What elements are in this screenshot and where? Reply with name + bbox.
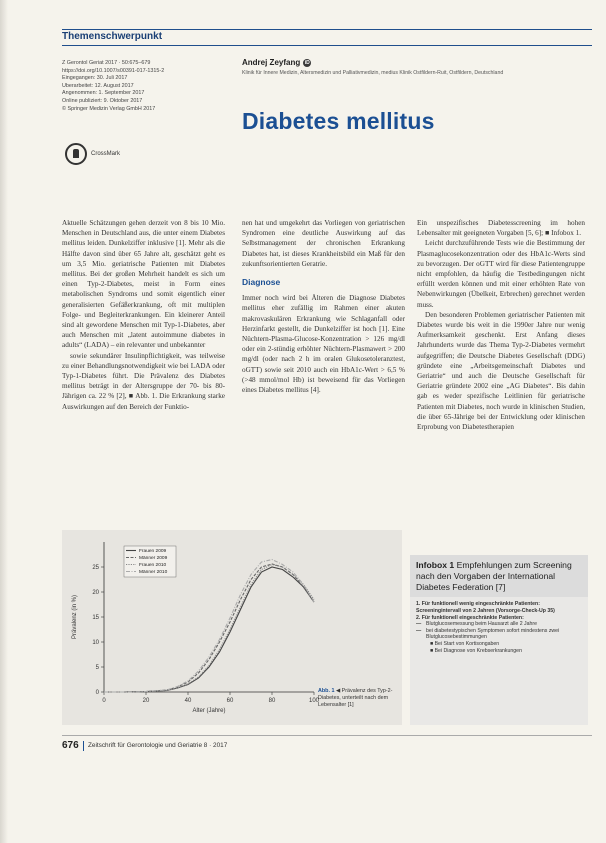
x-tick-label: 60: [226, 698, 234, 704]
legend-label: Männer 2009: [139, 556, 168, 561]
body-column-2: [242, 218, 405, 518]
paragraph: Immer noch wird bei Älteren die Diagnose Diabetes mellitus eher zufällig im Rahmen einer akuten makrovaskulären Erkrankung wie Schlaganfall oder Herzinfarkt gestellt, die Dunkelziffer ist hoch [1]. Eine Nüchtern-Plasma-Glucose-Konzentration > 126 mg/dl oder ein 2-stündig erhöhter Nüchtern-Plasmawert > 200 mg/dl (oder nach 2 h im oralen Glukosetoleranztest, oGTT) sowie seit 2010 auch ein HbA1c-Wert > 6,5 % (>48 mmol/mol Hb) ist beweisend für das Vorliegen eines Diabetes mellitus [4].: [242, 294, 405, 395]
meta-received: Eingegangen: 30. Juli 2017: [62, 75, 128, 82]
body-column-3: [417, 218, 585, 554]
infobox-item-text: bei diabetestypischen Symptomen sofort mindestens zwei Blutglucosebestimmungen: [426, 627, 560, 641]
meta-copyright: © Springer Medizin Verlag GmbH 2017: [62, 105, 156, 112]
author-affiliation: Klinik für Innere Medizin, Altersmedizin und Palliativmedizin, medius Klinik Ostfildern-Ruit, Ostfildern, Deutschland: [242, 70, 504, 76]
infobox-body: [410, 597, 588, 658]
infobox-item: 2. Für funktionell eingeschränkte Patienten:: [416, 614, 524, 621]
infobox-item: ■ Bei Start von Kortisongaben: [430, 640, 500, 647]
y-tick-label: 15: [92, 615, 99, 621]
infobox-item-text: Blutglucosemessung beim Hausarzt alle 2 Jahre: [426, 621, 538, 628]
figure-1: [62, 530, 402, 725]
paragraph: Ein unspezifisches Diabetesscreening im hohen Lebensalter mit geeigneten Vorgaben [5, 6]; ■ Infobox 1.: [417, 219, 585, 238]
legend-label: Männer 2010: [139, 570, 168, 575]
x-axis-label: Alter (Jahre): [192, 708, 226, 714]
x-tick-label: 40: [184, 698, 192, 704]
infobox-item: [416, 621, 582, 628]
y-tick-label: 5: [95, 665, 99, 671]
infobox-1: [410, 555, 588, 725]
infobox-item-text: Bei Diagnose von Krebserkrankungen: [434, 647, 522, 654]
series-line-1: [104, 567, 314, 692]
infobox-title: Empfehlungen zum Screening nach den Vorgaben der International Diabetes Federation [7]: [416, 560, 572, 592]
meta-revised: Überarbeitet: 12. August 2017: [62, 82, 134, 89]
y-tick-label: 10: [92, 640, 99, 646]
page-edge-shadow: [0, 0, 8, 843]
author-name: [242, 58, 311, 67]
footer-rule: [62, 735, 592, 736]
paragraph: sowie sekundärer Insulinpflichtigkeit, was teilweise zu einer Behandlungsnotwendigkeit wie bei LADA oder Typ-1-Diabetes führt. Die Prävalenz des Diabetes mellitus beträgt in der Altersgruppe der 70- bis 80-Jährigen ca. 22 % [2], ■ Abb. 1. Die Erkrankung starke Auswirkungen auf den Bereich der Funktio-: [62, 351, 225, 411]
crossmark-icon: [65, 143, 87, 165]
section-heading-diagnose: Diagnose: [242, 277, 281, 288]
infobox-header: [410, 555, 588, 597]
dash-icon: —: [416, 621, 422, 628]
meta-doi[interactable]: https://doi.org/10.1007/s00391-017-1315-2: [62, 67, 165, 74]
meta-published: Online publiziert: 9. Oktober 2017: [62, 97, 143, 104]
series-line-3: [104, 565, 314, 693]
author-text: Andrej Zeyfang: [242, 58, 301, 67]
infobox-label: Infobox 1: [416, 560, 455, 570]
infobox-item: ■ Bei Diagnose von Krebserkrankungen: [430, 647, 522, 654]
meta-accepted: Angenommen: 1. September 2017: [62, 90, 145, 97]
x-tick-label: 0: [102, 698, 106, 704]
series-line-2: [104, 564, 314, 692]
figure-label: Abb. 1: [318, 688, 335, 694]
body-column-1: [62, 218, 225, 530]
chart-lines: [104, 560, 314, 693]
y-tick-label: 0: [95, 690, 99, 696]
article-meta: [62, 60, 232, 113]
y-tick-label: 25: [92, 565, 99, 571]
orcid-icon[interactable]: iD: [304, 59, 310, 66]
chart-legend: [124, 546, 176, 577]
header-rule: [62, 29, 592, 30]
page-number: 676: [62, 740, 79, 751]
figure-caption-text: ◀ Prävalenz des Typ-2-Diabetes, unterteilt nach dem Lebensalter [1]: [318, 688, 393, 709]
legend-label: Frauen 2009: [139, 549, 167, 554]
y-tick-label: 20: [92, 590, 99, 596]
legend-label: Frauen 2010: [139, 563, 167, 568]
section-tag: Themenschwerpunkt: [62, 31, 163, 42]
infobox-item: 1. Für funktionell wenig eingeschränkte Patienten: Screeningintervall von 2 Jahren (Vorsorge-Check-Up 35): [416, 601, 555, 614]
y-axis-label: Prävalenz (in %): [72, 594, 78, 640]
infobox-item: [416, 628, 582, 641]
crossmark-badge[interactable]: [65, 143, 120, 165]
section-rule: [62, 45, 592, 46]
journal-name: Zeitschrift für Gerontologie und Geriatrie 8 · 2017: [88, 742, 228, 749]
x-tick-label: 20: [142, 698, 150, 704]
x-tick-label: 80: [268, 698, 276, 704]
paragraph: Den besonderen Problemen geriatrischer Patienten mit Diabetes wurde bis weit in die 1990er Jahre nur wenig Aufmerksamkeit geschenkt. Erst Anfang dieses Jahrhunderts wurde das Thema Typ-2-Diabetes vermehrt aufgegriffen; die Deutsche Diabetes Gesellschaft (DDG) gründete eine „Arbeitsgemeinschaft Diabetes und Geriatrie“ und auch die Deutsche Gesellschaft für Geriatrie gründete 2002 eine „AG Diabetes“. Bis dahin gab es weder spezifische Leitlinien für geriatrische Patienten mit Diabetes, noch wurde in klinischen Studien, die über 65-Jährige bei der Entwicklung oder klinischen Erprobung von Diabetestherapien: [417, 310, 585, 432]
dash-icon: —: [416, 627, 422, 634]
paragraph: Aktuelle Schätzungen gehen derzeit von 8 bis 10 Mio. Menschen in Deutschland aus, die unter einem Diabetes mellitus leiden. Dunkelziffer inklusive [1]. Mehr als die Hälfte davon sind über 65 Jahre alt, geschätzt geht es um 3,5 Mio. geriatrische Patienten mit Diabetes mellitus. Bei der großen Mehrheit handelt es sich um einen Typ-2-Diabetes, meist in Form eines metabolischen Syndroms und somit eigentlich einer generalisierten Gefäßerkrankung, oft mit multiplen Folge- und Begleiterkrankungen. Ein kleinerer Anteil sind alt gewordene Menschen mit Typ-1-Diabetes, aber auch Menschen mit „latent autoimmune diabetes in adults“ (LADA) – ein relevanter und unbekannter: [62, 219, 225, 350]
footer-separator: [83, 741, 84, 751]
x-tick-label: 100: [308, 698, 320, 704]
infobox-item-text: Bei Start von Kortisongaben: [434, 640, 500, 647]
article-title: Diabetes mellitus: [242, 108, 435, 134]
figure-caption: [318, 688, 400, 710]
crossmark-label: CrossMark: [91, 151, 121, 157]
series-line-4: [104, 560, 314, 693]
meta-citation: Z Gerontol Geriat 2017 · 50:675–679: [62, 60, 151, 66]
paragraph: nen hat und umgekehrt das Vorliegen von geriatrischen Syndromen eine deutliche Auswirkung auf das Selbstmanagement der chronischen Erkrankung Diabetes hat, ist dieses Krankheitsbild ein Maß für den zukunftsorientierten Geratrie.: [242, 219, 405, 268]
paragraph: Leicht durchzuführende Tests wie die Bestimmung der Plasmaglucosekonzentration oder des HbA1c-Werts sind zu bevorzugen. Der oGTT wird für diese Patientengruppe nicht empfohlen, da häufig die Testbedingungen nicht erfüllt werden können und mit einer erhöhten Rate von Nebenwirkungen (Übelkeit, Erbrechen) gerechnet werden muss.: [417, 239, 585, 309]
